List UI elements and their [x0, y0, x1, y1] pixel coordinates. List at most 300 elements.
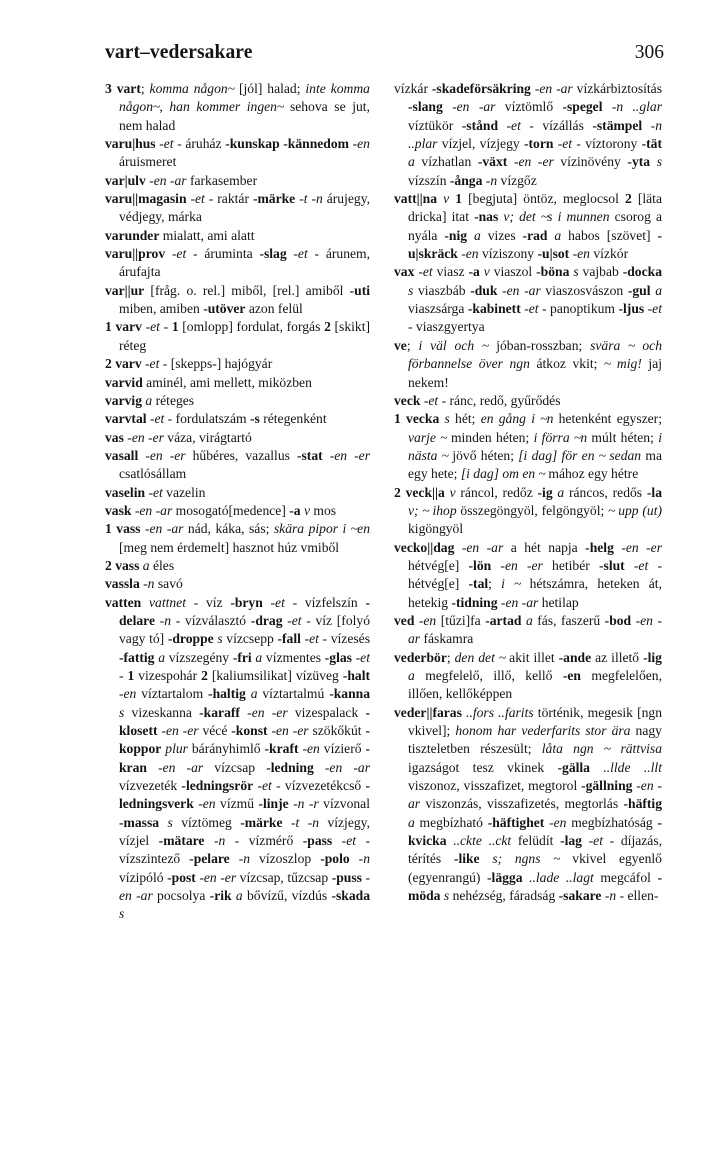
grammar-note: v — [303, 502, 311, 518]
headword: -ande — [558, 649, 592, 665]
entry-text: víztömeg — [172, 814, 241, 830]
headword: -ledning — [266, 759, 314, 775]
headword: 2 — [201, 668, 208, 683]
headword: -bod — [604, 612, 632, 628]
entry-text: - — [159, 319, 172, 335]
entry-text: ; — [446, 649, 455, 665]
entry-text: aminél, ami mellett, miközben — [142, 374, 312, 390]
grammar-note: v — [449, 484, 456, 500]
headword: -fri — [232, 649, 252, 665]
grammar-note: s — [656, 154, 662, 170]
headword: vatten — [105, 594, 142, 610]
headword: varu||magasin — [105, 191, 187, 207]
grammar-note: -n — [604, 888, 617, 904]
grammar-note: låta ngn — [541, 741, 594, 757]
grammar-note: komma någon — [149, 81, 228, 96]
entry-text — [610, 741, 620, 756]
grammar-note: n — [580, 429, 588, 445]
entry-text: felüdít — [511, 833, 561, 849]
entry-text: vizeskanna — [124, 704, 200, 720]
headword: 1 varv — [105, 319, 142, 335]
grammar-note: -en -er — [271, 723, 309, 739]
headword: -pass — [302, 833, 333, 849]
dictionary-entry — [105, 484, 370, 502]
entry-text: pocsolya — [152, 888, 210, 904]
swung-dash: ~ — [276, 99, 284, 115]
headword: -sakare — [558, 888, 602, 904]
entry-text: ; — [140, 81, 150, 96]
grammar-note: -et — [293, 246, 308, 262]
entry-text: ; — [406, 337, 419, 353]
headword: vaselin — [105, 484, 146, 500]
grammar-note: -en -er — [145, 447, 186, 463]
headword: ved — [394, 612, 415, 628]
entry-text: viaszosvászon — [540, 282, 628, 298]
dictionary-entry — [105, 557, 370, 575]
entry-text: történik, megesik [ngn vkivel]; — [408, 704, 662, 739]
grammar-note: -n — [213, 833, 226, 849]
headword: -koppor — [119, 723, 370, 757]
headword: -stat — [296, 447, 323, 463]
entry-text: vízvonal — [318, 796, 370, 812]
grammar-note: -en -ar — [534, 81, 573, 96]
entry-text: savó — [154, 576, 183, 592]
headword: 1 vecka — [394, 411, 440, 427]
dictionary-entry — [105, 227, 370, 245]
grammar-note: a — [142, 557, 150, 573]
swung-dash: ~ — [350, 521, 358, 537]
grammar-note: -et — [506, 117, 521, 133]
entry-text: vízkárbiztosítás — [572, 81, 662, 96]
entry-text: viaszbáb — [413, 282, 471, 298]
entry-text: vajbab — [578, 264, 623, 280]
entry-text — [147, 760, 158, 775]
entry-text: - vízvezetékcső — [271, 778, 366, 794]
grammar-note: -en -er — [513, 154, 554, 170]
grammar-note: ..lade ..lagt — [529, 869, 594, 885]
grammar-note: -en -er — [199, 869, 237, 885]
entry-text — [323, 448, 330, 463]
headword: -ånga — [449, 172, 483, 188]
entry-text: a hét napja — [503, 539, 586, 555]
grammar-note: -n ..plar — [408, 117, 662, 152]
headword: -s — [249, 411, 260, 427]
grammar-note: -en -er — [127, 429, 164, 445]
grammar-note: a — [408, 814, 415, 830]
headword: -konst — [231, 723, 268, 739]
headword: var||ur — [105, 282, 145, 298]
headword: -klosett — [119, 704, 371, 739]
entry-text — [594, 741, 604, 756]
dictionary-entry — [105, 190, 370, 227]
entry-text: múlt héten; — [587, 429, 659, 445]
headword: 2 varv — [105, 356, 142, 372]
headword: -bryn — [230, 594, 263, 610]
headword: veck — [394, 392, 421, 408]
entry-text: - [skepps-] hajógyár — [159, 356, 273, 372]
headword: -kvicka — [408, 814, 662, 849]
grammar-note: -en -ar — [500, 594, 539, 610]
entry-text — [443, 99, 452, 114]
dictionary-entry — [394, 337, 662, 392]
grammar-note: -en — [198, 796, 216, 812]
entry-text — [314, 760, 325, 775]
headword: -a — [468, 264, 480, 280]
grammar-note: upp (ut) — [618, 502, 662, 518]
grammar-note: varje — [408, 429, 436, 445]
entry-text — [541, 851, 554, 866]
grammar-note: skära pipor i — [273, 521, 347, 537]
headword: -fattig — [119, 649, 155, 665]
swung-dash: ~ — [482, 337, 489, 353]
entry-text: víziszony — [478, 246, 538, 262]
grammar-note: s — [217, 631, 223, 647]
grammar-note: i väl och — [418, 337, 475, 353]
headword: 2 — [324, 319, 331, 335]
entry-text: , — [159, 99, 170, 115]
entry-text — [625, 558, 634, 573]
grammar-note: s i munnen — [547, 209, 610, 225]
dictionary-entry — [105, 172, 370, 190]
entry-text: sehova se jut, nem halad — [119, 99, 370, 133]
dictionary-entry — [394, 392, 662, 410]
headword: varvtal — [105, 411, 147, 427]
headword: -märke — [240, 814, 283, 830]
right-column — [394, 80, 662, 905]
swung-dash: ~ — [514, 576, 521, 592]
grammar-note: -et — [588, 833, 603, 849]
headword: -u|sot — [537, 246, 570, 262]
entry-text: - — [119, 668, 128, 683]
grammar-note: -en -er — [621, 539, 662, 555]
grammar-note: a — [145, 392, 153, 408]
grammar-note: s — [408, 282, 414, 298]
entry-text: az illető — [591, 649, 644, 665]
grammar-note: honom har vederfarits stor ära — [455, 723, 631, 739]
grammar-note: -en -er — [247, 704, 288, 720]
entry-text: megbízhatóság — [566, 814, 658, 830]
dictionary-entry — [105, 355, 370, 373]
grammar-note: -n — [485, 172, 498, 188]
entry-text: ráncos, redős — [564, 484, 647, 500]
headword: -spegel — [562, 99, 603, 115]
entry-text — [230, 851, 239, 866]
headword: -kabinett — [467, 301, 521, 317]
swung-dash: ~ — [598, 447, 606, 463]
grammar-note: s — [119, 704, 125, 720]
headword: -u|skräck — [408, 227, 662, 262]
grammar-note: s; ngns — [492, 851, 541, 867]
headword: -ledningsverk — [119, 778, 370, 812]
grammar-note: -et — [190, 191, 205, 207]
grammar-note: sedan — [609, 447, 642, 463]
headword: -puss — [331, 869, 362, 885]
headword: -drag — [250, 612, 283, 628]
grammar-note: -n — [159, 612, 172, 628]
entry-text — [590, 760, 603, 775]
grammar-note: -et — [257, 778, 272, 794]
headword: varunder — [105, 227, 160, 243]
grammar-note: -en -ar — [502, 282, 541, 298]
running-head: vart–vedersakare — [105, 42, 253, 63]
grammar-note: -et — [524, 301, 539, 317]
grammar-note: han kommer ingen — [169, 99, 277, 115]
dictionary-entry — [105, 429, 370, 447]
grammar-note: v; — [408, 502, 419, 518]
headword: -duk — [470, 282, 498, 298]
entry-text: jövő héten; — [448, 447, 519, 463]
headword: veder||faras — [394, 704, 462, 720]
headword: vask — [105, 502, 132, 518]
grammar-note: -en -ar — [158, 759, 204, 775]
entry-text: farkasember — [186, 172, 258, 188]
grammar-note: -et — [341, 833, 357, 849]
grammar-note: -et — [171, 246, 187, 262]
entry-text — [498, 118, 506, 133]
grammar-note: s — [167, 814, 173, 830]
headword: vatt||na — [394, 191, 437, 207]
dictionary-entry — [105, 245, 370, 282]
entry-text: hétszámra, heteken át, hetekig — [408, 576, 662, 610]
entry-text: [omlopp] fordulat, forgás — [178, 319, 325, 335]
swung-dash: ~ — [440, 429, 447, 445]
headword: -tidning — [451, 594, 498, 610]
dictionary-entry — [394, 263, 662, 336]
headword: -nas — [474, 209, 499, 225]
entry-text: [fråg. o. rel.] miből, [rel.] amiből — [144, 282, 350, 298]
swung-dash: ~ — [227, 81, 235, 96]
entry-text: vazelin — [162, 484, 206, 500]
headword: -like — [453, 851, 480, 867]
entry-text: - víz — [185, 594, 231, 610]
headword: -gällning — [581, 778, 633, 794]
entry-text: - vízesés — [318, 631, 370, 647]
grammar-note: v — [443, 191, 450, 207]
entry-text — [620, 338, 628, 353]
headword: 2 veck||a — [394, 484, 445, 500]
entry-text: viszonzás, visszafizetés, megtorlás — [420, 796, 624, 812]
dictionary-entry — [105, 374, 370, 392]
grammar-note: -en — [119, 686, 137, 702]
headword: -helg — [585, 539, 614, 555]
headword: -märke — [252, 191, 296, 207]
dictionary-entry — [105, 135, 370, 172]
grammar-note: -et — [270, 594, 285, 610]
headword: -lig — [643, 649, 662, 665]
grammar-note: -en -er — [161, 723, 199, 739]
entry-text: vízhatlan — [414, 154, 478, 170]
entry-text: vízcsap, tűzcsap — [236, 869, 332, 885]
grammar-note: i förra — [533, 429, 570, 445]
entry-text: vízszín — [408, 172, 450, 188]
headword: -mätare — [158, 833, 205, 849]
headword: -en — [562, 668, 581, 683]
entry-text: bővízű, vízdús — [242, 888, 332, 904]
entry-text: - vízválasztó — [171, 612, 251, 628]
swung-dash: ~ — [608, 502, 615, 518]
dictionary-entry — [105, 392, 370, 410]
grammar-note: rättvisa — [620, 741, 662, 757]
grammar-note: en — [357, 521, 370, 537]
headword: -skada — [331, 888, 371, 904]
grammar-note: -t -n — [290, 814, 320, 830]
grammar-note: ihop — [432, 502, 457, 518]
grammar-note: -et — [149, 411, 165, 427]
entry-text: víztartalmú — [257, 686, 330, 702]
entry-text: ráncol, redőz — [455, 484, 538, 500]
headword: -docka — [622, 264, 662, 280]
headword: vederbör — [394, 649, 447, 665]
entry-text — [283, 815, 291, 830]
grammar-note: n — [546, 411, 554, 427]
dictionary-entry — [394, 704, 662, 906]
entry-text: hetenként egyszer; — [553, 411, 662, 427]
headword: -kanna — [329, 686, 370, 702]
dictionary-entry — [105, 318, 370, 355]
entry-text: kigöngyöl — [408, 521, 464, 537]
grammar-note: s — [573, 264, 579, 280]
entry-text: vízkár — [394, 81, 432, 96]
headword: -a — [289, 502, 301, 518]
entry-text: megfelelően, illően, kellőképpen — [408, 668, 662, 702]
entry-text — [332, 833, 341, 848]
headword: vasall — [105, 447, 139, 463]
headword: 2 — [624, 191, 632, 207]
grammar-note: -en -ar — [324, 759, 370, 775]
grammar-note: -en -ar — [134, 502, 173, 518]
entry-text: - vízmérő — [225, 833, 303, 849]
entry-text — [505, 576, 514, 591]
entry-text: víztartalom — [136, 686, 209, 702]
grammar-note: -n — [143, 576, 155, 592]
grammar-note: [i dag] för en — [518, 447, 595, 463]
entry-text: mosogató[medence] — [172, 502, 290, 518]
entry-text: [tűzi]fa — [436, 612, 486, 628]
entry-text — [507, 154, 514, 169]
entry-text: vízjegy, vízjel — [119, 814, 370, 849]
headword: vecko||dag — [394, 539, 455, 555]
entry-text — [204, 833, 213, 848]
entry-text — [165, 246, 172, 261]
entry-text: - víz [folyó vagy tó] — [119, 612, 370, 647]
entry-text: - hétvég[e] — [408, 557, 662, 592]
entry-text: - víztorony — [572, 136, 642, 152]
entry-text: - panoptikum — [538, 301, 619, 317]
headword: -växt — [477, 154, 508, 170]
entry-text — [141, 595, 149, 610]
grammar-note: -et — [145, 356, 160, 372]
entry-text: viaszsárga — [408, 301, 468, 317]
dictionary-entry — [394, 80, 662, 190]
headword: vax — [394, 264, 415, 280]
headword: -stämpel — [592, 117, 643, 133]
entry-text: - áruház — [173, 136, 226, 152]
dictionary-entry — [105, 447, 370, 484]
swung-dash: ~ — [573, 429, 581, 445]
entry-text: váza, virágtartó — [163, 429, 252, 445]
entry-text — [467, 228, 474, 243]
headword: 1 — [127, 668, 135, 683]
entry-text: nehézség, fáradság — [449, 888, 559, 904]
entry-text: viasz — [432, 264, 469, 280]
headword: -artad — [485, 612, 522, 628]
swung-dash: ~ — [553, 851, 560, 867]
grammar-note: -et — [148, 484, 163, 500]
grammar-note: s — [444, 411, 450, 427]
entry-text: hűbéres, vazallus — [185, 447, 297, 463]
entry-text — [642, 118, 650, 133]
entry-text: hetibér — [542, 557, 599, 573]
entry-text — [474, 338, 482, 353]
entry-text: vizespalack — [287, 704, 366, 720]
entry-text: csorog a nyála — [408, 209, 663, 243]
dictionary-entry — [105, 282, 370, 319]
entry-text: ; — [488, 576, 502, 592]
entry-text: mához egy hétre — [545, 466, 639, 482]
headword: -la — [646, 484, 662, 500]
headword: -slang — [408, 99, 443, 115]
entry-text: megfelelő, illő, kellő — [414, 668, 563, 683]
headword: -gälla — [557, 759, 590, 775]
grammar-note: plur — [165, 741, 188, 757]
headword: vassla — [105, 576, 140, 592]
dictionary-entry — [394, 190, 662, 263]
grammar-note: -et — [647, 301, 662, 317]
entry-text — [263, 595, 271, 610]
entry-text: akit illet — [505, 649, 559, 665]
entry-text — [454, 540, 461, 555]
grammar-note: ..llde ..llt — [603, 759, 662, 775]
entry-text: vízierő — [319, 741, 366, 757]
grammar-note: -en -er — [329, 447, 370, 463]
swung-dash: ~ — [540, 209, 548, 225]
dictionary-entry — [394, 612, 662, 649]
grammar-note: -n -r — [293, 796, 319, 812]
headword: -uti — [349, 282, 370, 298]
grammar-note: -en -er — [500, 557, 543, 573]
grammar-note: -et — [418, 264, 433, 280]
headword: ve — [394, 337, 407, 353]
entry-text: vízjel, vízjegy — [437, 136, 524, 152]
headword: -lägga — [487, 869, 523, 885]
headword: -slut — [599, 557, 625, 573]
grammar-note: -et — [557, 136, 573, 152]
grammar-note: a — [655, 282, 662, 298]
dictionary-entry — [105, 575, 370, 593]
headword: -möda — [408, 869, 662, 904]
headword: -rik — [209, 888, 232, 904]
headword: -delare — [119, 594, 370, 628]
grammar-note: en gång i — [480, 411, 535, 427]
entry-text: - raktár — [204, 191, 253, 207]
entry-text: átkoz vkit; — [529, 356, 604, 372]
grammar-note: i nästa — [408, 429, 662, 463]
entry-text: csatlósállam — [119, 466, 187, 482]
entry-text: vízinövény — [553, 154, 628, 170]
entry-text: [meg nem érdemelt] hasznot húz vmiből — [119, 539, 340, 555]
entry-text: szökőkút — [308, 723, 366, 739]
swung-dash: ~ — [538, 466, 545, 482]
page-header — [105, 42, 664, 72]
headword: -böna — [536, 264, 570, 280]
grammar-note: ..ckte ..ckt — [453, 833, 512, 849]
grammar-note: -et — [355, 649, 370, 665]
grammar-note: -en — [549, 814, 567, 830]
entry-text: fáskamra — [420, 631, 474, 647]
grammar-note: inte komma någon — [119, 81, 370, 115]
entry-text: habos [szövet] — [561, 227, 658, 243]
entry-text: vízszegény — [165, 649, 233, 665]
